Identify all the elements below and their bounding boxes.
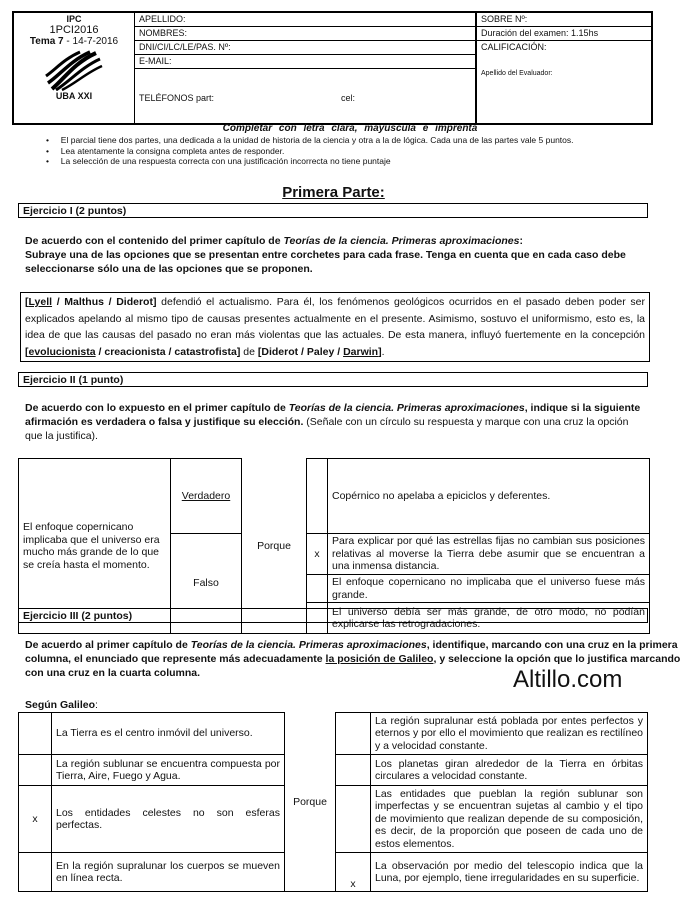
- instruction-item: • Lea atentamente la consigna completa antes de responder.: [46, 145, 285, 156]
- ej3-title: Ejercicio III (2 puntos): [18, 608, 648, 623]
- ej2-option: El universo debía ser más grande, de otro modo, no podían explicarse las retrogradaciones.: [328, 603, 650, 634]
- ej2-option: Para explicar por qué las estrellas fijas no cambian sus posiciones relativas al moverse la Tierra debe asumir que se encuentran a una inmensa distancia.: [328, 534, 650, 575]
- option-mark-cell[interactable]: [19, 755, 52, 786]
- apellido-field[interactable]: APELLIDO:: [135, 13, 475, 27]
- telefonos-field[interactable]: TELÉFONOS part:: [139, 93, 215, 103]
- option-mark-cell[interactable]: [336, 786, 371, 853]
- option-mark-cell[interactable]: x: [336, 853, 371, 892]
- option-mark-cell[interactable]: [19, 713, 52, 755]
- instruction-item: • El parcial tiene dos partes, una dedicada a la unidad de historia de la ciencia y otra a la de lógica. Cada una de las partes vale 5 puntos.: [46, 135, 574, 145]
- ej1-instructions: De acuerdo con el contenido del primer capítulo de Teorías de la ciencia. Primeras aproximaciones: Subraye una de las opciones que se presentan entre corchetes para cada frase. Tenga en cuenta que en cada caso debe seleccionarse sólo una de las opciones que se proponen.: [25, 235, 626, 275]
- ej1-title: Ejercicio I (2 puntos): [18, 203, 648, 218]
- dni-field[interactable]: DNI/CI/LC/LE/PAS. Nº:: [135, 41, 475, 55]
- ej3-porque: Porque: [285, 713, 336, 892]
- ej2-option: Copérnico no apelaba a epiciclos y deferentes.: [328, 459, 650, 534]
- uba-logo-icon: [44, 49, 104, 91]
- ipc-label: IPC: [66, 14, 82, 24]
- option-mark-cell[interactable]: [336, 755, 371, 786]
- segun-galileo: Según Galileo:: [25, 699, 98, 711]
- student-fields: [135, 13, 477, 123]
- ej3-left-option: Los entidades celestes no son esferas perfectas.: [52, 786, 285, 853]
- option-mark-cell[interactable]: [307, 459, 328, 534]
- logo-text: UBA XXI: [55, 91, 93, 101]
- ej2-statement: El enfoque copernicano implicaba que el universo era mucho más grande de lo que se creía hasta el momento.: [19, 459, 171, 634]
- option-darwin[interactable]: Darwin: [343, 345, 379, 358]
- option-mark-cell[interactable]: [307, 575, 328, 603]
- ej2-title: Ejercicio II (1 punto): [18, 372, 648, 387]
- ej2-porque: Porque: [242, 459, 307, 634]
- ej3-left-option: La Tierra es el centro inmóvil del universo.: [52, 713, 285, 755]
- tema-line: [14, 36, 134, 47]
- ej3-instructions: De acuerdo al primer capítulo de Teorías de la ciencia. Primeras aproximaciones, identifique, marcando con una cruz en la primera columna, el enunciado que represente más adecuadamente la posición de Galileo, y seleccione la opción que lo justifica marcando con una cruz en la cuarta columna.: [25, 639, 681, 679]
- email-field[interactable]: E-MAIL:: [135, 55, 475, 69]
- ej3-left-option: En la región supralunar los cuerpos se mueven en línea recta.: [52, 853, 285, 892]
- tema-label: Tema 7: [29, 36, 64, 47]
- option-mark-cell[interactable]: [19, 853, 52, 892]
- exam-code: 1PCI2016: [49, 24, 99, 36]
- exam-date: - 14-7-2016: [63, 36, 119, 47]
- ej3-right-option: La región supralunar está poblada por entes perfectos y eternos y por ello el movimiento que realizan es rectilíneo y a velocidad constante.: [371, 713, 648, 755]
- exam-header: [12, 11, 653, 125]
- part-title: Primera Parte:: [282, 184, 385, 201]
- options-1[interactable]: / Malthus / Diderot: [52, 296, 153, 308]
- logo-block: [14, 13, 135, 123]
- ej2-option: El enfoque copernicano no implicaba que el universo fuese más grande.: [328, 575, 650, 603]
- ej3-left-option: La región sublunar se encuentra compuesta por Tierra, Aire, Fuego y Agua.: [52, 755, 285, 786]
- ej2-instructions: De acuerdo con lo expuesto en el primer capítulo de Teorías de la ciencia. Primeras aproximaciones, indique si la siguiente afirmación es verdadera o falsa y justifique su elección. (Señale con un círculo su respuesta y marque con una cruz la opción que la justifica).: [25, 402, 641, 442]
- instructions-list: [46, 135, 574, 167]
- instruction-item: • La selección de una respuesta correcta con una justificación incorrecta no tiene puntaje: [46, 156, 391, 166]
- ej3-table: [18, 712, 648, 892]
- option-evolucionista[interactable]: evolucionista: [28, 345, 96, 358]
- exam-info: [477, 13, 651, 123]
- duracion-label: Duración del examen: 1.15hs: [477, 27, 651, 41]
- cel-field[interactable]: cel:: [341, 93, 356, 103]
- falso-option[interactable]: Falso: [171, 534, 242, 634]
- sobre-field[interactable]: SOBRE Nº:: [477, 13, 651, 27]
- options-2[interactable]: / creacionista / catastrofista: [95, 345, 237, 358]
- option-lyell[interactable]: Lyell: [28, 296, 53, 308]
- instructions-heading: Completar con letra clara, mayúscula e imprenta: [222, 123, 478, 134]
- verdadero-option[interactable]: Verdadero: [171, 459, 242, 534]
- ej3-right-option: Las entidades que pueblan la región sublunar son imperfectas y se encuentran sujetas al cambio y el tipo de movimiento que realizan depende de su composición, es decir, de la proporción que poseen de cada uno de estos elementos.: [371, 786, 648, 853]
- watermark: Altillo.com: [513, 666, 623, 693]
- nombres-field[interactable]: NOMBRES:: [135, 27, 475, 41]
- option-mark-cell[interactable]: x: [307, 534, 328, 575]
- option-mark-cell[interactable]: x: [19, 786, 52, 853]
- calificacion-field[interactable]: CALIFICACIÓN:: [481, 42, 547, 52]
- option-mark-cell[interactable]: [336, 713, 371, 755]
- ej3-right-option: Los planetas giran alrededor de la Tierra en órbitas circulares a velocidad constante.: [371, 755, 648, 786]
- options-3[interactable]: Diderot / Paley /: [261, 345, 344, 358]
- ej3-right-option: La observación por medio del telescopio indica que la Luna, por ejemplo, tiene irregularidades en su superficie.: [371, 853, 648, 892]
- ej1-paragraph: [Lyell / Malthus / Diderot] defendió el actualismo. Para él, los fenómenos geológicos ocurridos en el pasado deben poder ser explicados apelando al mismo tipo de causas presentes actualmente en el presente. Asimismo, sostuvo el uniformismo, esto es, la idea de que las causas del pasado no eran más violentas que las actuales. De esta manera, influyó fuertemente en la concepción [evolucionista / creacionista / catastrofista] de [Diderot / Paley / Darwin].: [20, 292, 650, 362]
- evaluador-field[interactable]: Apellido del Evaluador:: [481, 70, 553, 77]
